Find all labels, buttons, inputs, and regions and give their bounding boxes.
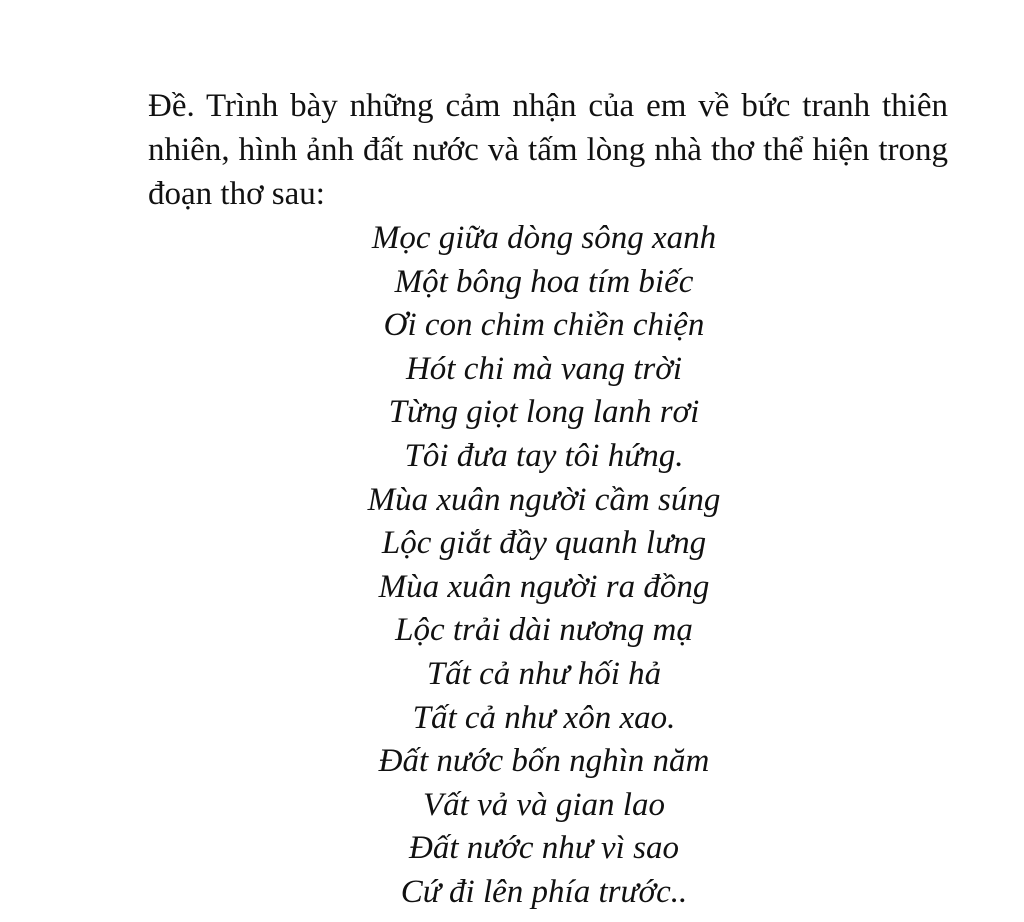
poem-line: Mọc giữa dòng sông xanh [371, 220, 717, 256]
poem-line: Cứ đi lên phía trước.. [400, 873, 688, 910]
poem-line: Đất nước như vì sao [409, 830, 679, 867]
poem-line: Đất nước bốn nghìn năm [378, 743, 710, 780]
poem-line: Hót chi mà vang trời [405, 350, 683, 387]
poem-line: Lộc giắt đầy quanh lưng [381, 525, 707, 562]
poem-line: Vất vả và gian lao [423, 786, 665, 823]
poem-stanza [244, 217, 844, 915]
poem-line: Lộc trải dài nương mạ [395, 612, 693, 649]
poem-line: Tất cả như xôn xao. [412, 699, 676, 736]
poem-line: Tôi đưa tay tôi hứng. [404, 437, 684, 474]
poem-line: Mùa xuân người ra đồng [378, 568, 710, 605]
poem-line: Ơi con chim chiền chiện [383, 307, 705, 344]
poem-line: Mùa xuân người cầm súng [367, 481, 721, 518]
poem-line: Từng giọt long lanh rơi [388, 394, 700, 431]
poem-line: Tất cả như hối hả [426, 655, 662, 692]
poem-line: Một bông hoa tím biếc [394, 263, 694, 300]
essay-prompt: Đề. Trình bày những cảm nhận của em về bức tranh thiên nhiên, hình ảnh đất nước và tấm lòng nhà thơ thể hiện trong đoạn thơ sau: [148, 88, 948, 212]
